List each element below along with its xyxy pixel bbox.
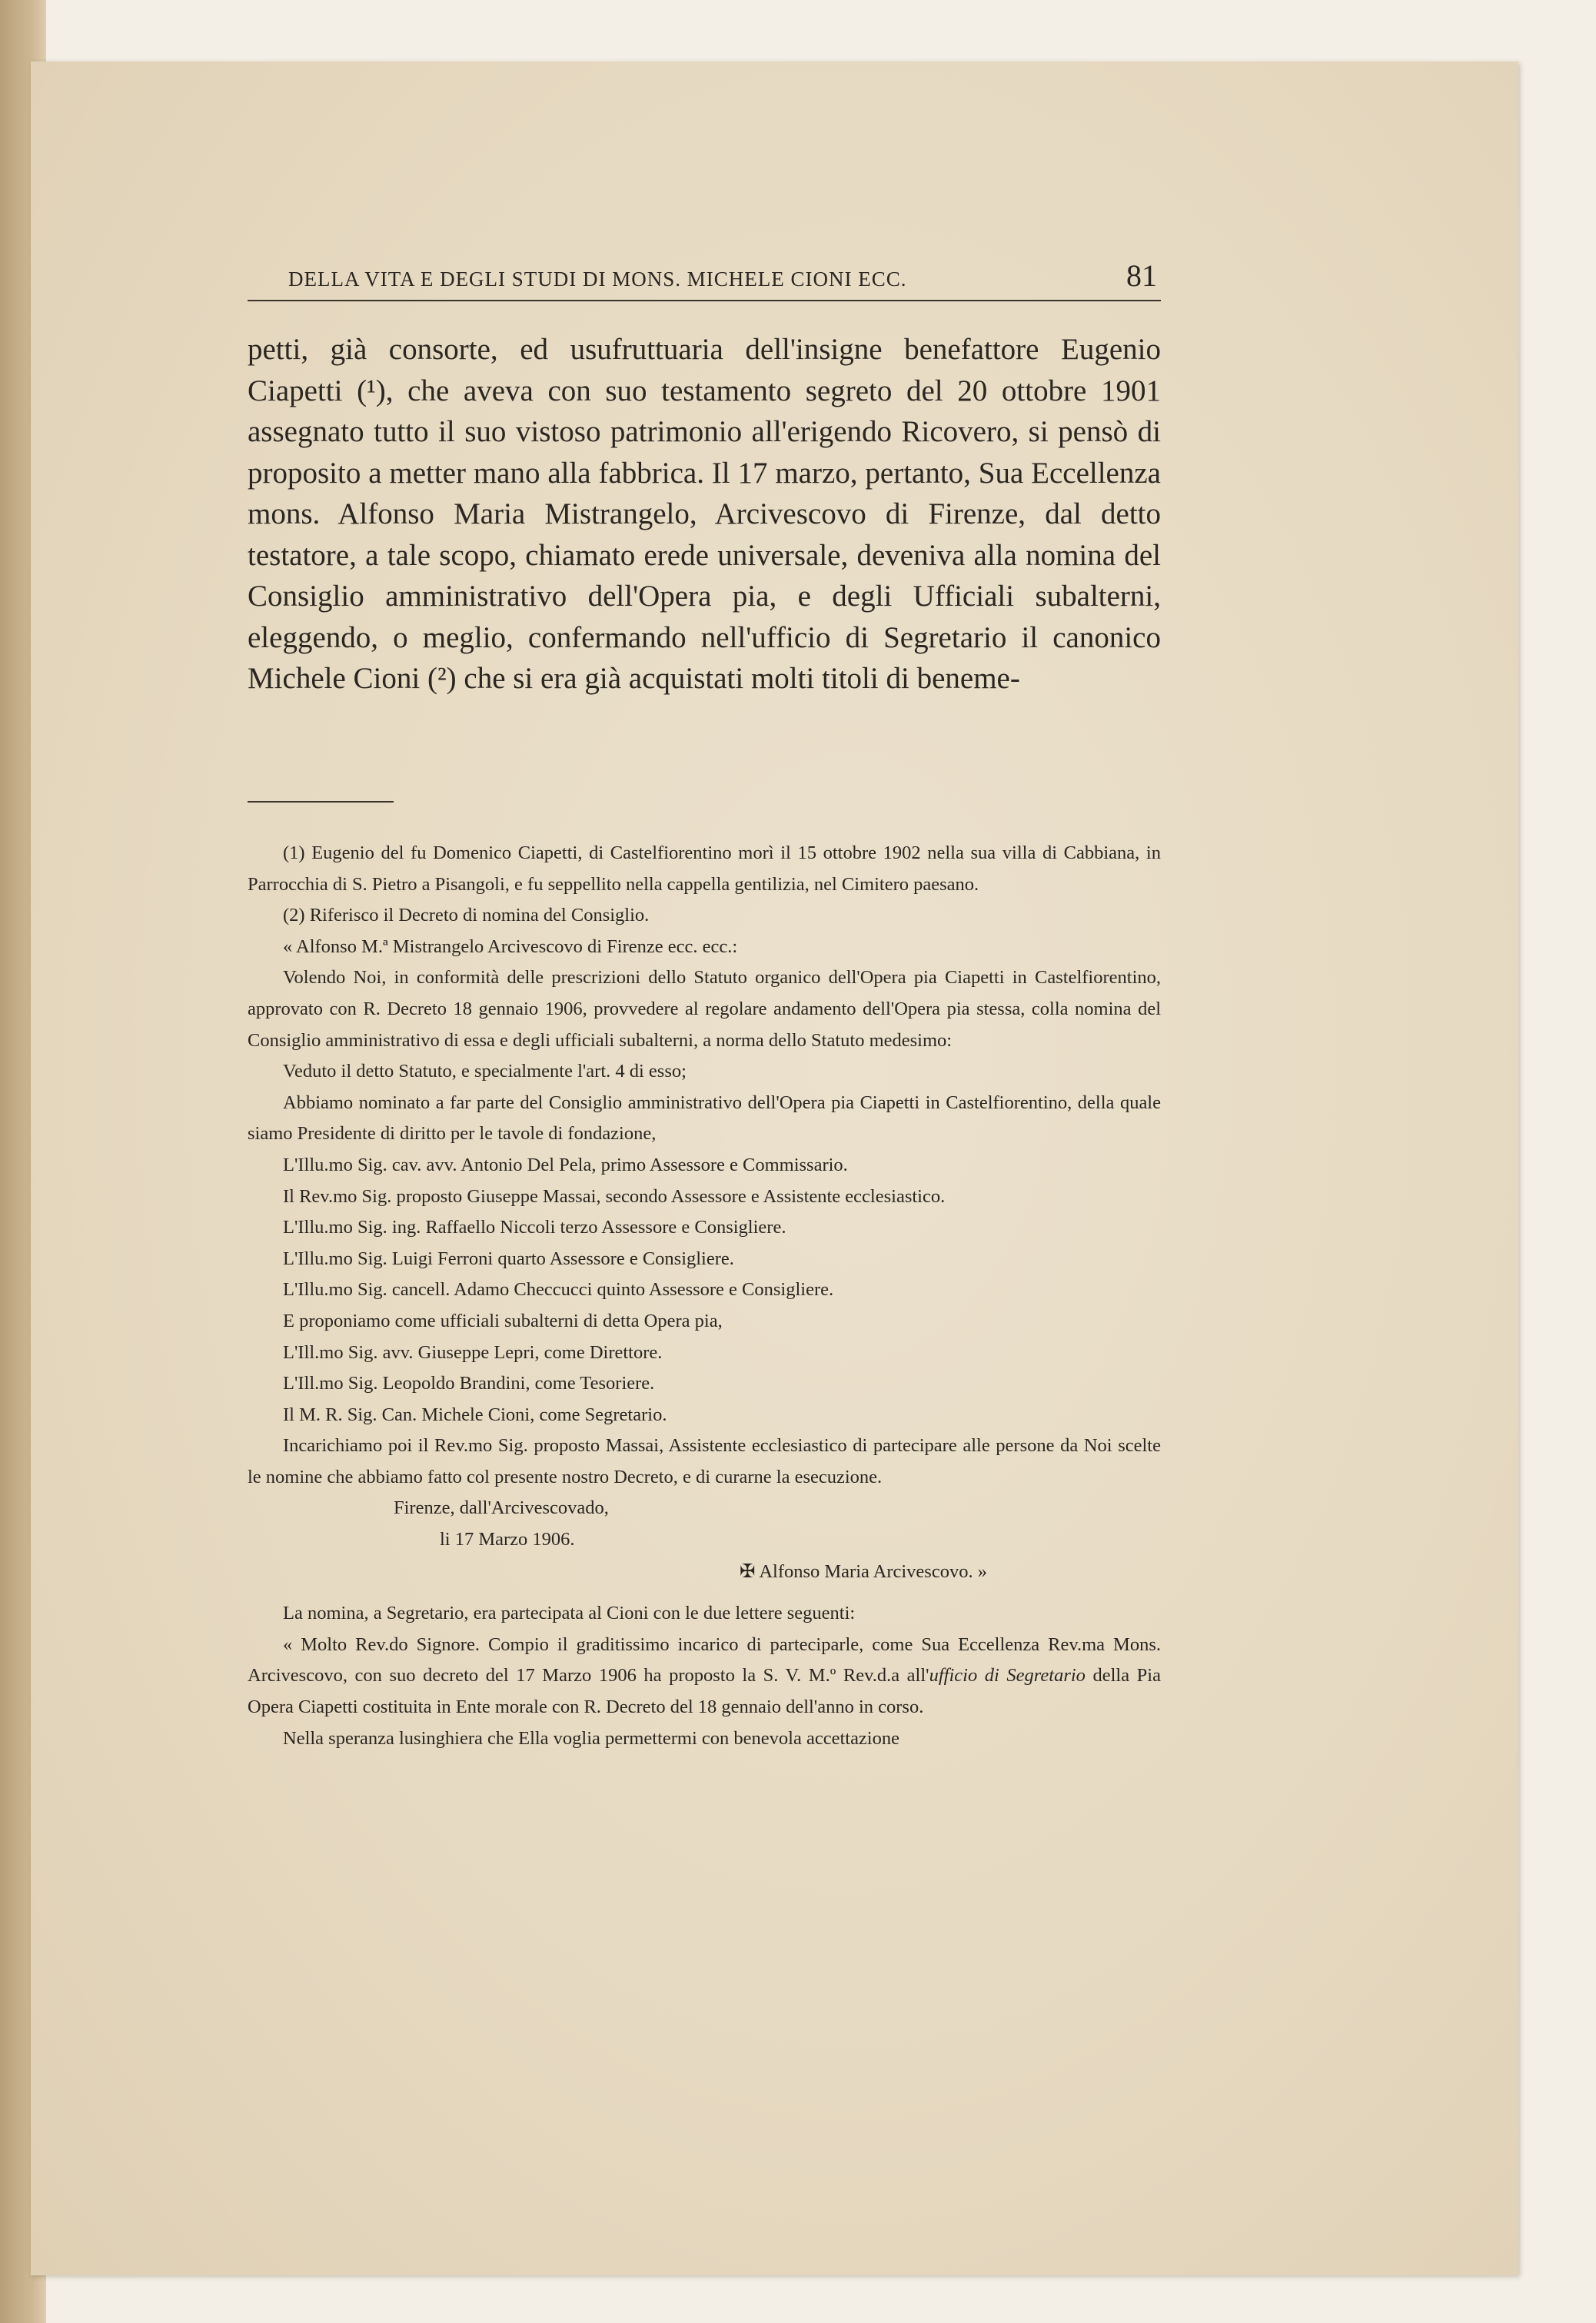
official: L'Ill.mo Sig. avv. Giuseppe Lepri, come Direttore. <box>283 1341 663 1363</box>
official: Il M. R. Sig. Can. Michele Cioni, come Segretario. <box>283 1404 667 1425</box>
council-member: L'Illu.mo Sig. cancell. Adamo Checcucci quinto Assessore e Consigliere. <box>283 1279 834 1301</box>
letters-intro: La nomina, a Segretario, era partecipata al Cioni con le due lettere seguenti: <box>283 1603 856 1624</box>
officials-intro: E proponiamo come ufficiali subalterni di detta Opera pia, <box>283 1310 723 1331</box>
decree-paragraph: Volendo Noi, in conformità delle prescrizioni dello Statuto organico dell'Opera pia Ciapetti in Castelfiorentino, approvato con R. Decreto 18 gennaio 1906, provvedere al regolare andamento dell'Opera pia stessa, colla nomina del Consiglio amministrativo di essa e degli ufficiali subalterni, a norma dello Statuto medesimo: <box>248 967 1161 1051</box>
council-member: L'Illu.mo Sig. ing. Raffaello Niccoli terzo Assessore e Consigliere. <box>283 1217 786 1238</box>
main-text <box>248 329 1161 700</box>
cross-icon: ✠ <box>740 1559 756 1582</box>
footnote-2-intro: (2) Riferisco il Decreto di nomina del Consiglio. <box>283 905 650 926</box>
signature-text: Alfonso Maria Arcivescovo. » <box>759 1560 987 1582</box>
main-paragraph: petti, già consorte, ed usufruttuaria dell'insigne benefattore Eugenio Ciapetti (¹), che aveva con suo testamento segreto del 20 ottobre 1901 assegnato tutto il suo vistoso patrimonio all'erigendo Ricovero, si pensò di proposito a metter mano alla fabbrica. Il 17 marzo, pertanto, Sua Eccellenza mons. Alfonso Maria Mistrangelo, Arcivescovo di Firenze, dal detto testatore, a tale scopo, chiamato erede universale, deveniva alla nomina del Consiglio amministrativo dell'Opera pia, e degli Ufficiali subalterni, eleggendo, o meglio, confermando nell'ufficio di Segretario il canonico Michele Cioni (²) che si era già acquistati molti titoli di beneme- <box>248 333 1161 695</box>
council-member: Il Rev.mo Sig. proposto Giuseppe Massai, secondo Assessore e Assistente ecclesiastico. <box>283 1185 946 1207</box>
letter-paragraph <box>248 1630 1161 1723</box>
council-member: L'Illu.mo Sig. Luigi Ferroni quarto Assessore e Consigliere. <box>283 1248 734 1269</box>
decree-close: Incarichiamo poi il Rev.mo Sig. proposto Massai, Assistente ecclesiastico di partecipare alle persone da Noi scelte le nomine che abbiamo fatto col presente nostro Decreto, e di curarne la esecuzione. <box>248 1435 1161 1487</box>
header-rule <box>248 300 1161 301</box>
decree-signature <box>248 1556 1161 1588</box>
letter-paragraph: Nella speranza lusinghiera che Ella voglia permettermi con benevola accettazione <box>283 1727 899 1749</box>
council-member: L'Illu.mo Sig. cav. avv. Antonio Del Pela, primo Assessore e Commissario. <box>283 1154 848 1175</box>
official: L'Ill.mo Sig. Leopoldo Brandini, come Tesoriere. <box>283 1373 655 1394</box>
decree-paragraph: Veduto il detto Statuto, e specialmente l'art. 4 di esso; <box>283 1061 687 1082</box>
running-head-title: DELLA VITA E DEGLI STUDI DI MONS. MICHELE CIONI ECC. <box>288 268 907 291</box>
footnotes <box>248 838 1161 1754</box>
letter-text: della Pia Opera Ciapetti costituita in Ente morale con R. Decreto del 18 gennaio dell'anno in corso. <box>248 1665 1161 1718</box>
letter-italic-text: ufficio di Segretario <box>929 1665 1086 1687</box>
decree-place: Firenze, dall'Arcivescovado, <box>394 1497 609 1519</box>
footnote-rule <box>248 801 394 803</box>
decree-date: li 17 Marzo 1906. <box>440 1529 575 1550</box>
running-head <box>288 258 1157 294</box>
footnote-1: (1) Eugenio del fu Domenico Ciapetti, di Castelfiorentino morì il 15 ottobre 1902 nella sua villa di Cabbiana, in Parrocchia di S. Pietro a Pisangoli, e fu seppellito nella cappella gentilizia, nel Cimitero paesano. <box>248 842 1161 895</box>
decree-paragraph: Abbiamo nominato a far parte del Consiglio amministrativo dell'Opera pia Ciapetti in Castelfiorentino, della quale siamo Presidente di diritto per le tavole di fondazione, <box>248 1092 1161 1145</box>
letter-text: « Molto Rev.do Signore. Compio il graditissimo incarico di parteciparle, come Sua Eccellenza Rev.ma Mons. Arcivescovo, con suo decreto del 17 Marzo 1906 ha proposto la S. V. M.º Rev.d.a all' <box>248 1633 1161 1687</box>
decree-opening: « Alfonso M.ª Mistrangelo Arcivescovo di Firenze ecc. ecc.: <box>283 936 738 957</box>
page-number: 81 <box>1126 258 1157 293</box>
